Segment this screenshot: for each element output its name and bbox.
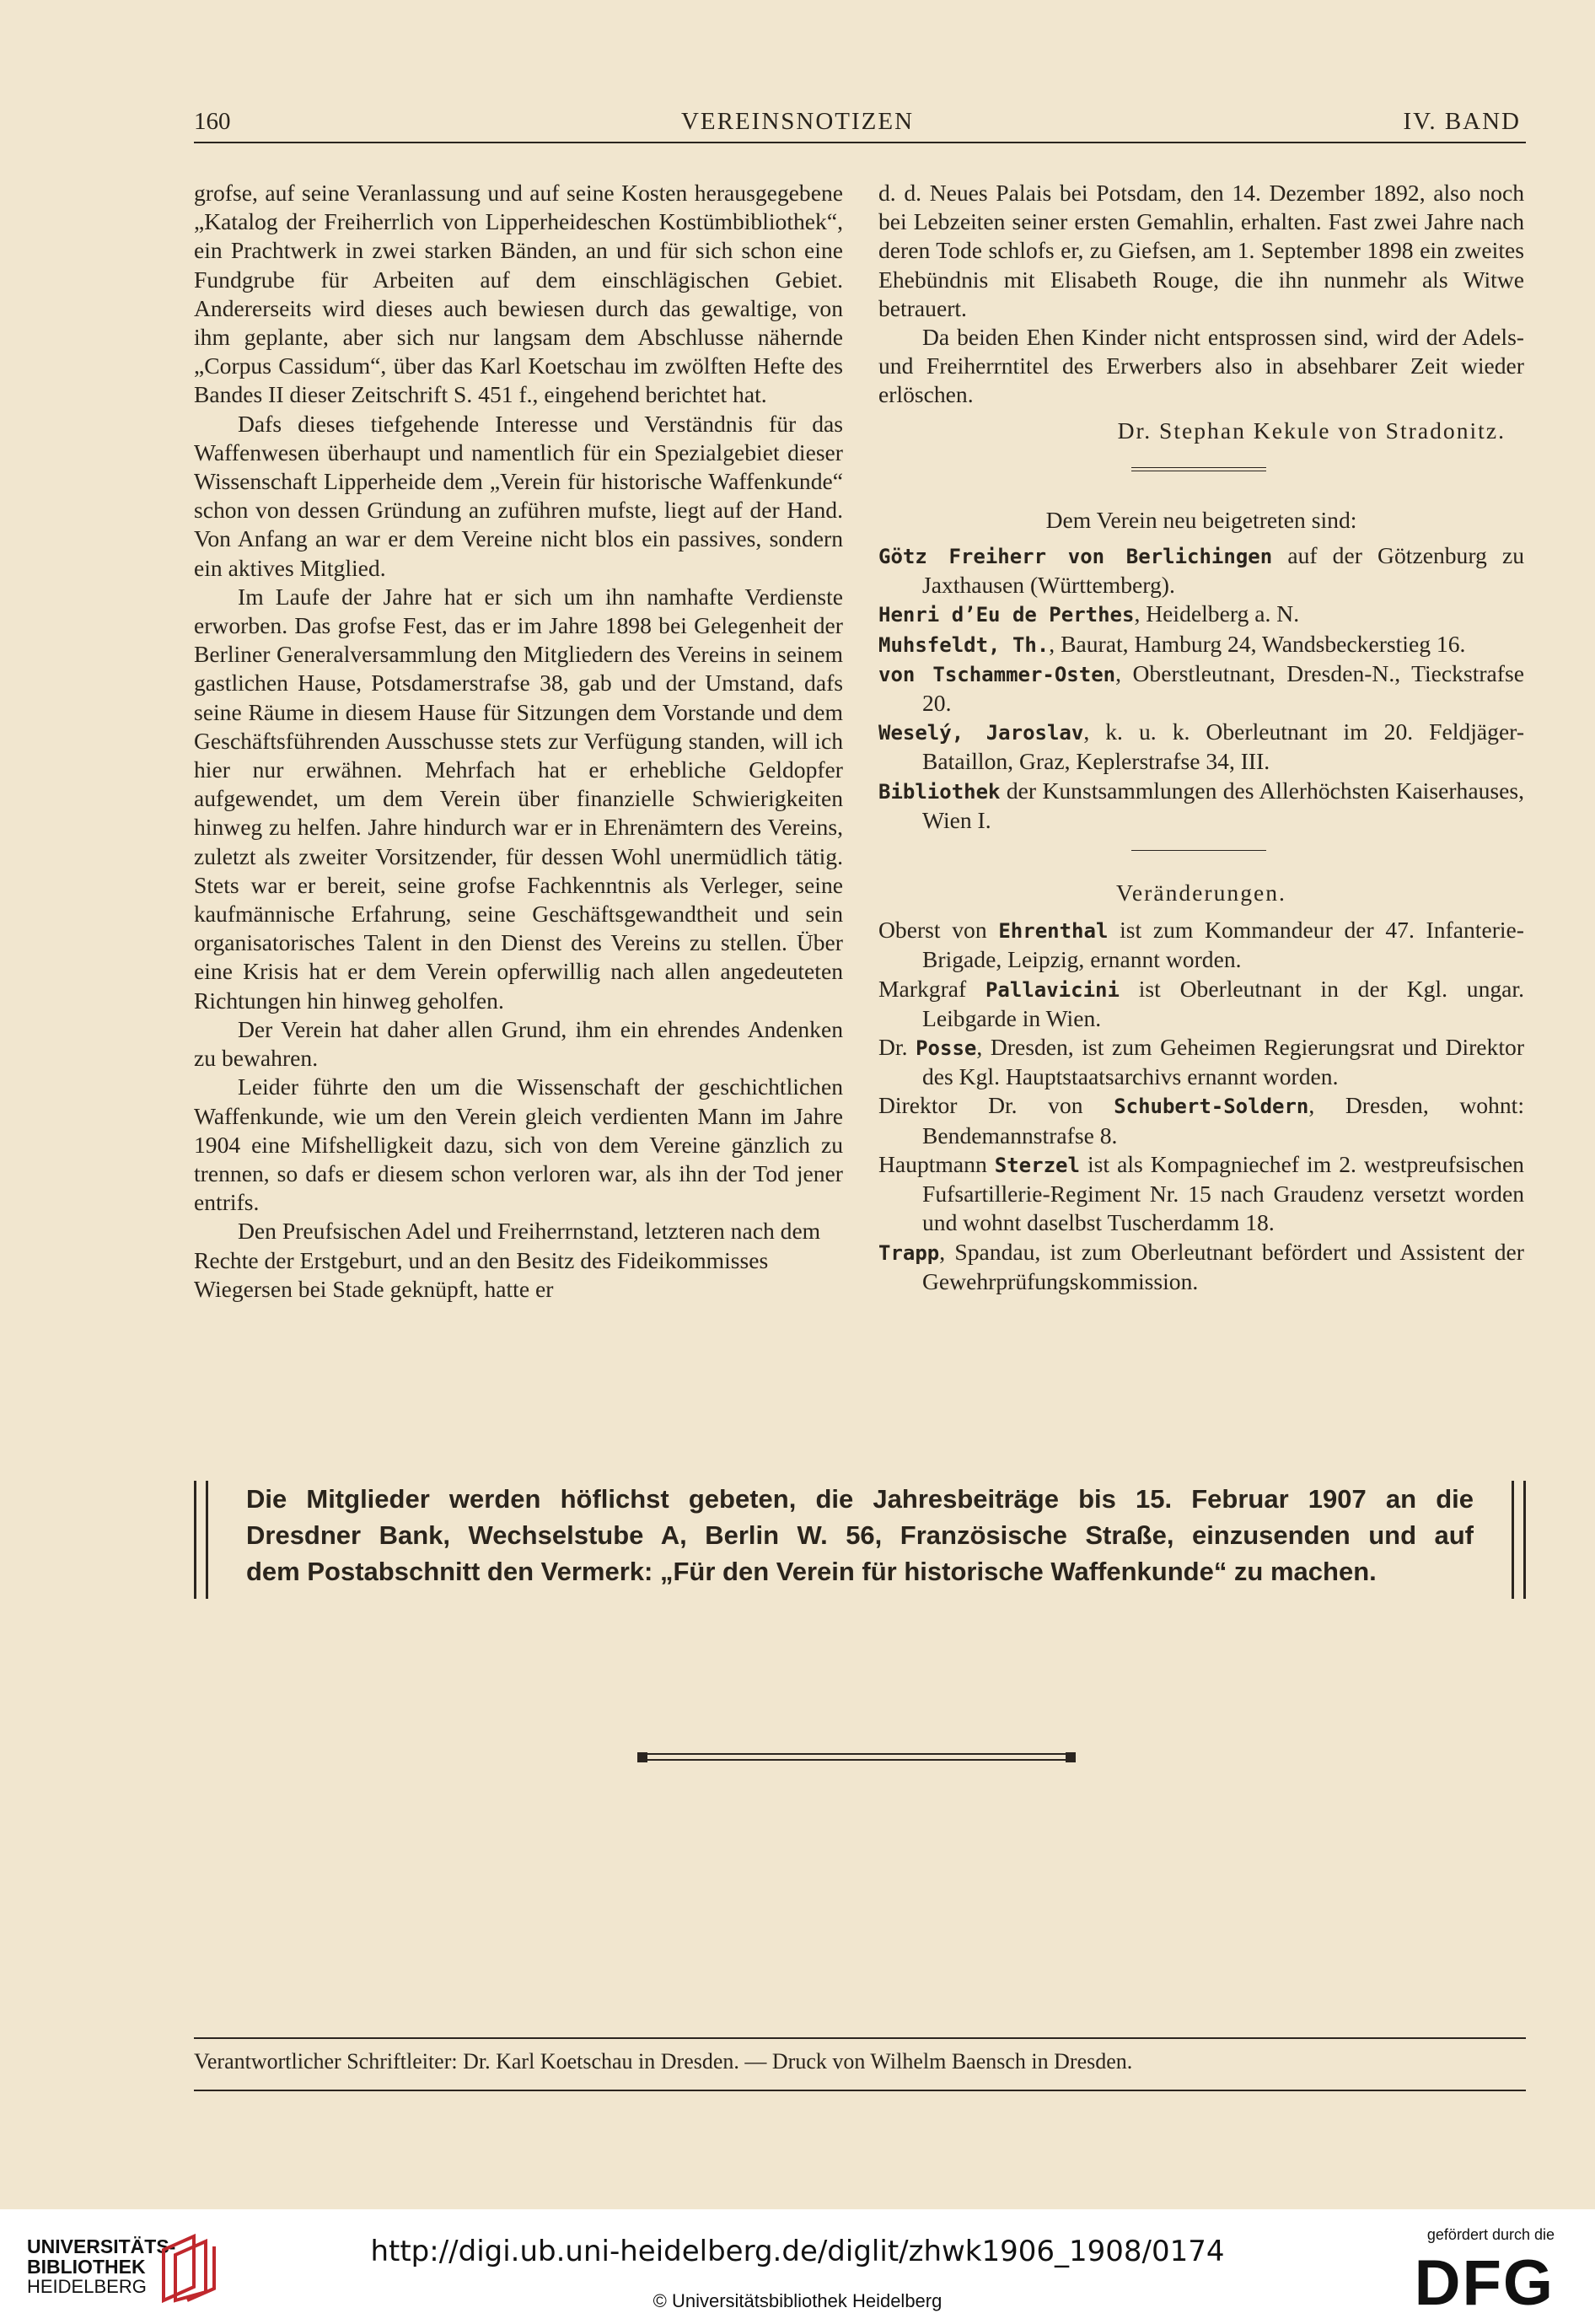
library-footer-bar [0,2209,1595,2324]
person-name: Ehrenthal [998,919,1109,944]
member-name: Bibliothek [878,779,1001,804]
person-name: Pallavicini [985,977,1120,1002]
member-details: , k. u. k. Oberleutnant im 20. Feldjäger-Bataillon, Graz, Keplerstrafse 34, III. [922,718,1525,775]
member-entry [878,777,1524,835]
library-name-line: BIBLIOTHEK [27,2256,146,2278]
change-prefix: Dr. [878,1034,916,1061]
member-name: Muhsfeldt, Th. [878,632,1050,657]
paragraph: Im Laufe der Jahre hat er sich um ihn namhafte Verdienste erworben. Das grofse Fest, das er im Jahre 1898 bei Gelegenheit der Berliner Generalversammlung den Mitgliedern des Vereins in seinem gastlichen Hause, Potsdamerstrafse 38, gab und der Umstand, dafs seine Räume in diesem Hause für Sitzungen dem Vorstande und dem Geschäftsführenden Ausschusse stets zur Verfügung standen, will ich hier nur erwähnen. Mehrfach hat er erhebliche Geldopfer aufgewendet, um dem Verein über finanzielle Schwierigkeiten hinweg zu helfen. Jahre hindurch war er in Ehrenämtern des Vereins, zuletzt als zweiter Vorsitzender, für dessen Wohl unermüdlich tätig. Stets war er bereit, seine grofse Fachkenntnis als Verleger, seine kaufmännische Erfahrung, seine Geschäftsgewandtheit und sein organisatorisches Talent in den Dienst des Vereins zu stellen. Über eine Krisis hat er dem Verein opferwillig nach allen angedeuteten Richtungen hin hinweg geholfen. [194,583,843,1014]
change-details: , Spandau, ist zum Oberleutnant befördert und Assistent der Gewehrprüfungskommission. [922,1238,1524,1294]
member-name: Weselý, Jaroslav [878,721,1084,745]
divider-line [647,1753,1066,1755]
change-entry [878,1238,1524,1296]
notice-border-left [194,1481,196,1599]
paragraph: Leider führte den um die Wissenschaft der geschichtlichen Waffenkunde, wie um den Verein gleich verdienten Mann im Jahre 1904 eine Mifshelligkeit dazu, sich von dem Vereine gänzlich zu trennen, so dafs er diesem schon verloren war, als ihn der Tod jener entrifs. [194,1073,843,1216]
footer-rule-top [194,2037,1526,2039]
notice-line: Die Mitglieder werden höflichst gebeten, die Jahresbeiträge bis 15. Februar 1907 an die [246,1484,1474,1514]
change-prefix: Direktor Dr. von [878,1092,1114,1119]
divider-end-square [1066,1752,1076,1762]
right-column [878,179,1524,1296]
author-signature: Dr. Stephan Kekule von Stradonitz. [1117,417,1506,444]
notice-border-right [1512,1481,1514,1599]
separator-line [1131,850,1266,851]
change-prefix: Hauptmann [878,1150,995,1177]
paragraph: Da beiden Ehen Kinder nicht entsprossen sind, wird der Adels- und Freiherrntitel des Erwerbers also in absehbarer Zeit wieder erlöschen. [878,324,1524,408]
member-entry [878,718,1524,776]
page-number: 160 [194,108,231,135]
change-details: ist Oberleutnant in der Kgl. ungar. Leibgarde in Wien. [922,975,1524,1031]
divider-line [647,1759,1066,1761]
change-details: ist als Kompagniechef im 2. westpreufsischen Fufsartillerie-Regiment Nr. 15 nach Graudenz versetzt worden und wohnt daselbst Tuscherdamm 18. [922,1150,1524,1236]
divider-end-square [637,1752,647,1762]
person-name: Sterzel [994,1153,1080,1177]
member-entry [878,600,1524,629]
left-column [194,179,843,1304]
section-separator [878,835,1524,860]
header-rule [194,142,1526,143]
person-name: Schubert-Soldern [1114,1095,1309,1119]
member-entry [878,630,1524,659]
paragraph: Den Preufsischen Adel und Freiherrnstand, letzteren nach dem Rechte der Erstgeburt, und an den Besitz des Fideikommisses Wiegersen bei Stade geknüpft, hatte er [194,1218,821,1302]
change-entry [878,1150,1524,1238]
changes-heading: Veränderungen. [1116,880,1286,906]
person-name: Posse [916,1036,977,1061]
change-entry [878,916,1524,974]
notice-border-left [206,1481,208,1599]
member-details: der Kunstsammlungen des Allerhöchsten Kaiserhauses, Wien I. [922,777,1524,833]
library-name-line: UNIVERSITÄTS- [27,2235,176,2257]
member-details: , Heidelberg a. N. [1134,600,1300,627]
change-prefix: Oberst von [878,917,999,944]
copyright-notice: © Universitätsbibliothek Heidelberg [652,2290,943,2311]
permalink-url[interactable]: http://digi.ub.uni-heidelberg.de/diglit/zhwk1906_1908/0174 [370,2235,1225,2268]
member-entry [878,659,1524,718]
change-prefix: Markgraf [878,975,985,1002]
member-details: , Baurat, Hamburg 24, Wandsbeckerstieg 16. [1049,630,1466,657]
notice-line: Dresdner Bank, Wechselstube A, Berlin W. 56, Französische Straße, einzusenden und auf [246,1520,1474,1550]
membership-fee-notice [194,1481,1526,1599]
paragraph: Dafs dieses tiefgehende Interesse und Verständnis für das Waffenwesen überhaupt und namentlich für ein Spezialgebiet dieser Wissenschaft Lipperheide dem „Verein für historische Waffenkunde“ schon von dessen Gründung an zuführen mufste, liegt auf der Hand. Von Anfang an war er dem Vereine nicht blos ein passives, sondern ein aktives Mitglied. [194,410,843,581]
notice-line: dem Postabschnitt den Vermerk: „Für den Verein für historische Waffenkunde“ zu machen. [246,1557,1377,1586]
change-details: , Dresden, ist zum Geheimen Regierungsrat und Direktor des Kgl. Hauptstaatsarchivs ernannt worden. [922,1034,1525,1090]
person-name: Trapp [878,1240,940,1265]
paragraph: grofse, auf seine Veranlassung und auf seine Kosten herausgegebene „Katalog der Freiherrlich von Lipperheideschen Kostümbibliothek“, ein Prachtwerk in zwei starken Bänden, an und für sich schon eine Fundgrube für Arbeiten auf dem einschlägischen Gebiet. Andererseits wird dieses auch bewiesen durch das gewaltige, von ihm geplante, aber sich nur langsam dem Abschlusse nähernde „Corpus Cassidum“, über das Karl Koetschau im zwölften Hefte des Bandes II dieser Zeitschrift S. 451 f., eingehend berichtet hat. [194,180,843,408]
paragraph: Der Verein hat daher allen Grund, ihm ein ehrendes Andenken zu bewahren. [194,1015,843,1072]
change-entry [878,975,1524,1033]
member-name: Götz Freiherr von Berlichingen [878,545,1273,569]
member-name: Henri d’Eu de Perthes [878,603,1135,627]
change-details: ist zum Kommandeur der 47. Infanterie-Brigade, Leipzig, ernannt worden. [922,917,1524,973]
separator-line [1131,467,1266,468]
new-members-heading: Dem Verein neu beigetreten sind: [1045,506,1357,533]
change-details: , Dresden, wohnt: Bendemannstrafse 8. [922,1092,1524,1149]
member-entry [878,541,1524,600]
paragraph: d. d. Neues Palais bei Potsdam, den 14. Dezember 1892, also noch bei Lebzeiten seiner ersten Gemahlin, erhalten. Fast zwei Jahre nach deren Tode schlofs er, zu Giefsen, am 1. September 1898 ein zweites Ehebündnis mit Elisabeth Rouge, die ihn nunmehr als Witwe betrauert. [878,180,1524,321]
section-separator [878,445,1524,474]
volume-label: IV. BAND [1403,108,1521,135]
change-entry [878,1033,1524,1091]
notice-text [246,1481,1474,1590]
library-name-line: HEIDELBERG [27,2276,147,2297]
notice-border-right [1523,1481,1526,1599]
member-name: von Tschammer-Osten [878,662,1116,686]
running-title: VEREINSNOTIZEN [680,108,915,135]
member-details: , Oberstleutnant, Dresden-N., Tieckstrafse 20. [922,659,1524,717]
change-entry [878,1091,1524,1149]
footer-rule-bottom [194,2090,1526,2091]
imprint-line: Verantwortlicher Schriftleiter: Dr. Karl Koetschau in Dresden. — Druck von Wilhelm Baensch in Dresden. [194,2049,1133,2074]
member-details: auf der Götzenburg zu Jaxthausen (Württemberg). [922,542,1524,599]
dfg-logo: DFG [1414,2247,1555,2319]
funding-note: gefördert durch die [1426,2226,1555,2243]
